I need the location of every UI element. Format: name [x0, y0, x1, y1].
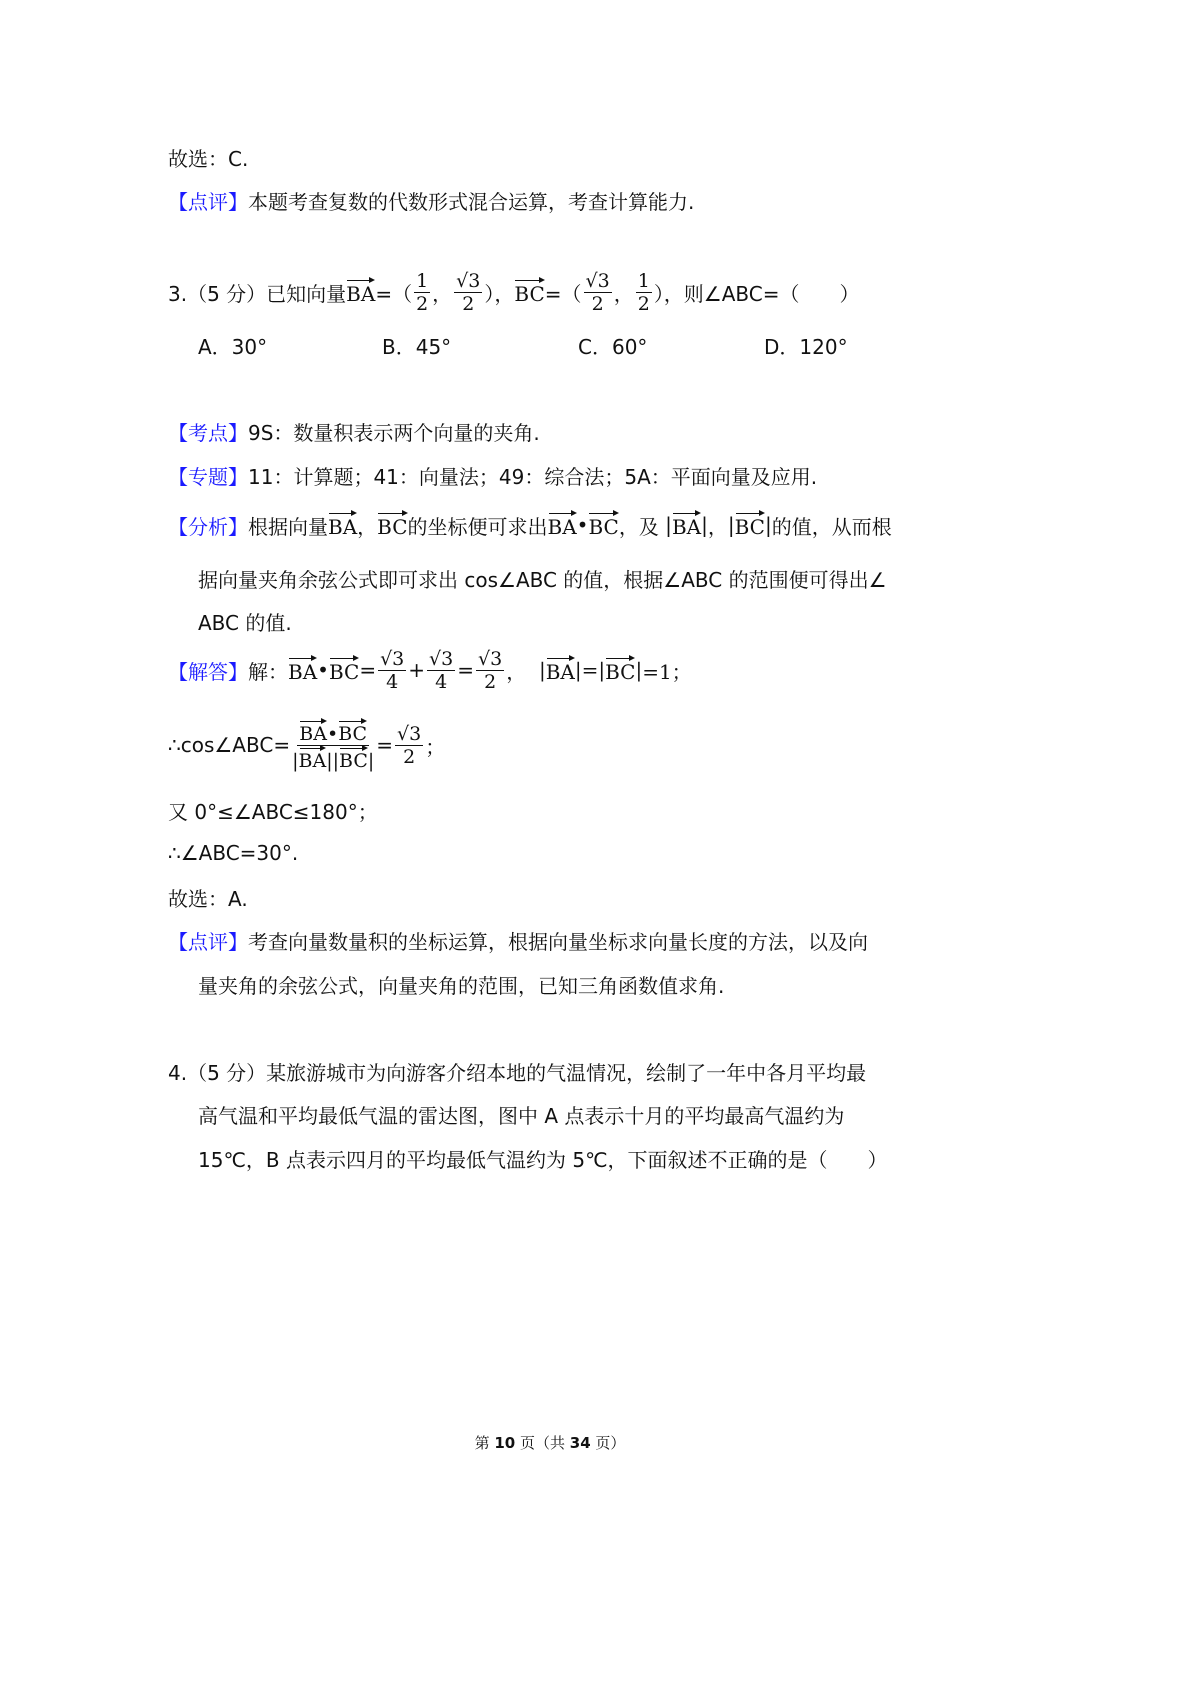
comma: ， [432, 281, 453, 306]
den: 2 [416, 292, 429, 315]
fraction [414, 270, 430, 315]
text: 解： [248, 659, 288, 684]
review-text: 考查向量数量积的坐标运算，根据向量坐标求向量长度的方法，以及向 [248, 929, 868, 954]
vector-ba: BA [288, 656, 317, 684]
comma: ， [707, 514, 728, 539]
vector-ba: BA [548, 511, 577, 539]
q3-prefix: 3.（5 分）已知向量 [168, 281, 347, 306]
comma: ， [613, 281, 634, 306]
review-text: 本题考查复数的代数形式混合运算，考查计算能力. [248, 189, 695, 214]
den: 2 [403, 745, 416, 768]
kaodian-tag: 【考点】 [168, 420, 248, 445]
eq: = [376, 733, 394, 757]
text: ，及 [618, 514, 659, 539]
eq: = [359, 658, 377, 682]
semicolon: ； [425, 734, 446, 759]
vector-bc: BC [338, 719, 367, 745]
vector-bc: BC [377, 511, 407, 539]
t: 页） [590, 1434, 626, 1452]
question-3-stem [168, 262, 860, 322]
option-b[interactable]: B．45° [382, 334, 452, 359]
fenxi-line-2: 据向量夹角余弦公式即可求出 cos∠ABC 的值，根据∠ABC 的范围便可得出∠ [198, 567, 887, 592]
vector-ba: BA [299, 719, 327, 745]
question-4-line-2: 高气温和平均最低气温的雷达图，图中 A 点表示十月的平均最高气温约为 [198, 1103, 845, 1128]
vector-bc: BC [605, 656, 635, 684]
review [168, 920, 868, 960]
num: √3 [585, 269, 610, 292]
comma: ， [357, 514, 378, 539]
prev-review [168, 180, 694, 220]
num [297, 719, 369, 746]
review-tag: 【点评】 [168, 929, 248, 954]
close: ）， [484, 281, 515, 306]
vector-ba: BA [328, 511, 357, 539]
num: 1 [416, 269, 429, 292]
num: √3 [397, 722, 422, 745]
den: 2 [462, 292, 475, 315]
question-4-line-3: 15℃，B 点表示四月的平均最低气温约为 5℃，下面叙述不正确的是（ ） [198, 1147, 888, 1172]
den: 2 [591, 292, 604, 315]
text: ∴cos∠ABC= [168, 733, 291, 757]
vector-bc: BC [329, 656, 359, 684]
text: 的值，从而根 [771, 514, 892, 539]
fraction [427, 648, 455, 693]
prev-choice: 故选：C. [168, 146, 249, 171]
page-footer [0, 1432, 1100, 1453]
t: 第 [474, 1434, 495, 1452]
num: 1 [637, 269, 650, 292]
text: 根据向量 [248, 514, 328, 539]
abs-eq: =1； [642, 659, 692, 684]
option-c[interactable]: C．60° [578, 334, 648, 359]
page-number: 10 [494, 1434, 516, 1452]
fraction [476, 648, 504, 693]
den: 2 [637, 292, 650, 315]
vector-bc: BC [588, 511, 618, 539]
t: 页（共 [515, 1434, 570, 1452]
cos-line [168, 710, 445, 780]
fenxi-line-3: ABC 的值. [198, 610, 292, 635]
jieda-tag: 【解答】 [168, 659, 248, 684]
vector-ba: BA [546, 656, 575, 684]
fenxi-tag: 【分析】 [168, 514, 248, 539]
den: 4 [386, 670, 399, 693]
eq: =（ [375, 281, 413, 306]
vector-ba: BA [299, 746, 327, 772]
fraction [584, 270, 612, 315]
vector-ba: BA [672, 511, 701, 539]
num: √3 [478, 647, 503, 670]
kaodian [168, 411, 540, 451]
den: |BA||BC| [292, 746, 374, 772]
question-4-line-1: 4.（5 分）某旅游城市为向游客介绍本地的气温情况，绘制了一年中各月平均最 [168, 1060, 867, 1085]
zhuanti-tag: 【专题】 [168, 464, 248, 489]
num: √3 [456, 269, 481, 292]
range-line: 又 0°≤∠ABC≤180°； [168, 799, 378, 824]
num: √3 [380, 647, 405, 670]
fraction [378, 648, 406, 693]
text: 的坐标便可求出 [407, 514, 548, 539]
close-end: ），则∠ABC=（ ） [653, 281, 860, 306]
kaodian-text: 9S：数量积表示两个向量的夹角. [248, 420, 540, 445]
zhuanti [168, 455, 817, 495]
fraction [395, 723, 423, 768]
fraction [292, 719, 374, 772]
option-a[interactable]: A．30° [198, 334, 268, 359]
plus: + [408, 658, 426, 682]
eq: =（ [544, 281, 582, 306]
dot: • [317, 658, 329, 682]
vector-bc: BC [339, 746, 368, 772]
choice-line: 故选：A. [168, 886, 248, 911]
fraction [454, 270, 482, 315]
result-line: ∴∠ABC=30°. [168, 841, 299, 865]
comma: ， [506, 659, 527, 684]
vector-bc: BC [735, 511, 765, 539]
jieda: 【解答】 解： BA • BC = $\frac{√3}{4}$ + $\frac{√3}{4}$ = $\frac{√3}{2}$ ， | BA |=| BC | =1； [168, 647, 692, 693]
eq: = [457, 658, 475, 682]
total-pages: 34 [569, 1434, 591, 1452]
vector-bc: BC [514, 278, 544, 306]
review-line-2: 量夹角的余弦公式，向量夹角的范围，已知三角函数值求角. [198, 973, 725, 998]
zhuanti-text: 11：计算题；41：向量法；49：综合法；5A：平面向量及应用. [248, 464, 818, 489]
review-tag: 【点评】 [168, 189, 248, 214]
fenxi: 【分析】 根据向量 BA ， BC 的坐标便可求出 BA • BC ，及 | BA | ， | BC | 的值，从而根 [168, 505, 892, 545]
den: 4 [435, 670, 448, 693]
dot: • [576, 513, 589, 537]
num: √3 [429, 647, 454, 670]
dot: • [326, 722, 339, 745]
option-d[interactable]: D．120° [764, 334, 848, 359]
den: 2 [484, 670, 497, 693]
vector-ba: BA [346, 278, 375, 306]
fraction [636, 270, 652, 315]
